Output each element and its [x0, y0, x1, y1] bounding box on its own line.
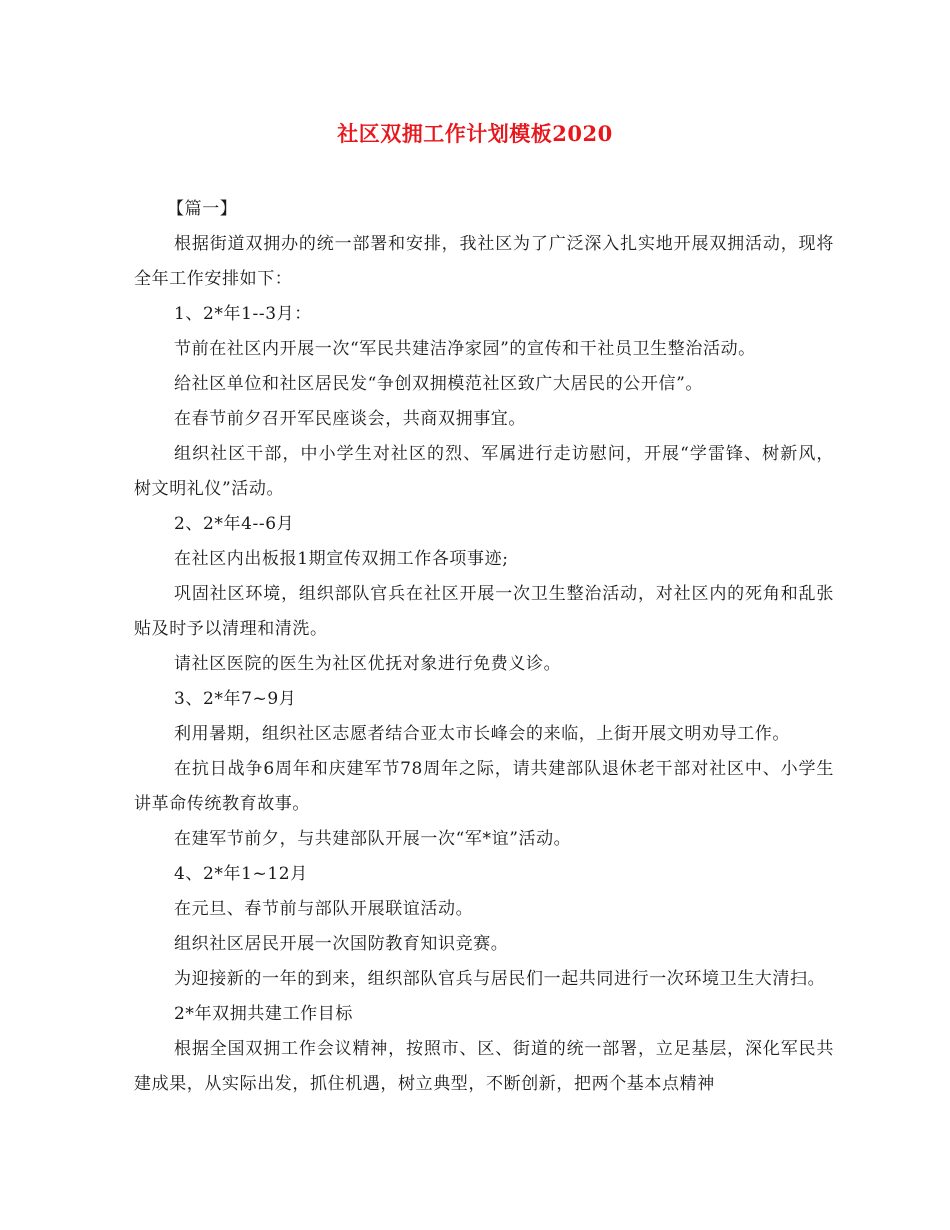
paragraph: 节前在社区内开展一次“军民共建洁净家园”的宣传和干社员卫生整治活动。: [174, 339, 756, 359]
paragraph: 利用暑期，组织社区志愿者结合亚太市长峰会的来临，上街开展文明劝导工作。: [174, 724, 790, 744]
period-heading: 2、2*年4--6月: [174, 514, 295, 534]
goal-heading: 2*年双拥共建工作目标: [174, 1004, 353, 1024]
document-body: [134, 192, 834, 1102]
paragraph: 在建军节前夕，与共建部队开展一次“军*谊”活动。: [174, 829, 572, 849]
paragraph: 巩固社区环境，组织部队官兵在社区开展一次卫生整治活动，对社区内的死角和乱张贴及时予以清理和清洗。: [134, 584, 834, 639]
document-title: 社区双拥工作计划模板2020: [337, 121, 613, 146]
period-heading: 1、2*年1--3月：: [174, 304, 312, 324]
period-heading: 3、2*年7~9月: [174, 689, 297, 709]
paragraph: 组织社区干部，中小学生对社区的烈、军属进行走访慰问，开展“学雷锋、树新风，树文明礼仪”活动。: [134, 444, 834, 499]
period-heading: 4、2*年1~12月: [174, 864, 308, 884]
paragraph: 根据街道双拥办的统一部署和安排，我社区为了广泛深入扎实地开展双拥活动，现将全年工作安排如下：: [134, 234, 834, 289]
section-heading: 【篇一】: [167, 199, 238, 219]
paragraph: 在社区内出板报1期宣传双拥工作各项事迹;: [174, 549, 509, 569]
paragraph: 组织社区居民开展一次国防教育知识竞赛。: [174, 934, 509, 954]
paragraph: 在春节前夕召开军民座谈会，共商双拥事宜。: [174, 409, 526, 429]
paragraph: 在抗日战争6周年和庆建军节78周年之际，请共建部队退休老干部对社区中、小学生讲革命传统教育故事。: [134, 759, 834, 814]
paragraph: 给社区单位和社区居民发“争创双拥模范社区致广大居民的公开信”。: [174, 374, 703, 394]
paragraph: 请社区医院的医生为社区优抚对象进行免费义诊。: [174, 654, 562, 674]
paragraph: 为迎接新的一年的到来，组织部队官兵与居民们一起共同进行一次环境卫生大清扫。: [174, 969, 826, 989]
paragraph: 在元旦、春节前与部队开展联谊活动。: [174, 899, 474, 919]
paragraph: 根据全国双拥工作会议精神，按照市、区、街道的统一部署，立足基层，深化军民共建成果，从实际出发，抓住机遇，树立典型，不断创新，把两个基本点精神: [134, 1039, 834, 1094]
